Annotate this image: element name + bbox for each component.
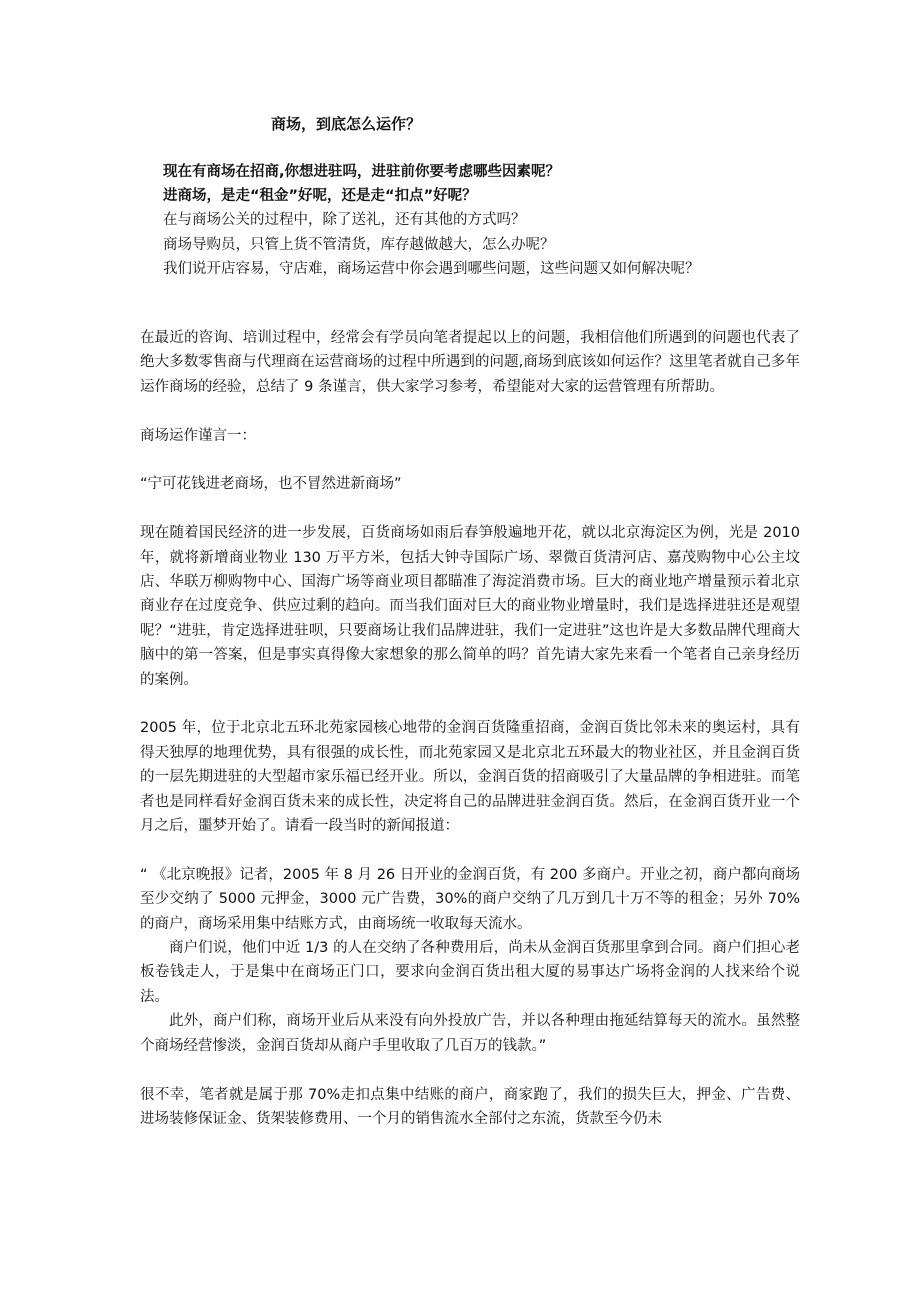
paragraph-conclusion: 很不幸，笔者就是属于那 70%走扣点集中结账的商户，商家跑了，我们的损失巨大，押金、广告费、进场装修保证金、货架装修费用、一个月的销售流水全部付之东流，货款至今仍未 xyxy=(140,1086,800,1127)
intro-question-5: 我们说开店容易，守店难，商场运营中你会遇到哪些问题，这些问题又如何解决呢？ xyxy=(163,260,700,277)
article-body xyxy=(140,326,800,1156)
paragraph-market: 现在随着国民经济的进一步发展，百货商场如雨后春笋般遍地开花，就以北京海淀区为例，光是 2010 年，就将新增商业物业 130 万平方米，包括大钟寺国际广场、翠微百货清河店、嘉茂购物中心公主坟店、华联万柳购物中心、国海广场等商业项目都瞄准了海淀消费市场。巨大的商业地产增量预示着北京商业存在过度竞争、供应过剩的趋向。而当我们面对巨大的商业物业增量时，我们是选择进驻还是观望呢？“进驻，肯定选择进驻呗，只要商场让我们品牌进驻，我们一定进驻”这也许是大多数品牌代理商大脑中的第一答案，但是事实真得像大家想象的那么简单的吗？首先请大家先来看一个笔者自己亲身经历的案例。 xyxy=(140,525,800,688)
paragraph-intro: 在最近的咨询、培训过程中，经常会有学员向笔者提起以上的问题，我相信他们所遇到的问题也代表了绝大多数零售商与代理商在运营商场的过程中所遇到的问题,商场到底该如何运作？这里笔者就自己多年运作商场的经验，总结了 9 条谨言，供大家学习参考，希望能对大家的运营管理有所帮助。 xyxy=(140,330,800,395)
news-quote-paragraph-3: 此外，商户们称，商场开业后从来没有向外投放广告，并以各种理由拖延结算每天的流水。虽然整个商场经营惨淡，金润百货却从商户手里收取了几百万的钱款。” xyxy=(140,1013,800,1054)
intro-questions xyxy=(163,160,783,281)
section-heading: 商场运作谨言一： xyxy=(140,427,256,444)
intro-question-2: 进商场，是走“租金”好呢，还是走“扣点”好呢？ xyxy=(163,188,477,205)
intro-question-4: 商场导购员，只管上货不管清货，库存越做越大，怎么办呢？ xyxy=(163,236,555,253)
news-quote-paragraph-1: “ 《北京晚报》记者，2005 年 8 月 26 日开业的金润百货，有 200 多商户。开业之初，商户都向商场至少交纳了 5000 元押金，3000 元广告费，30%的商户交纳了几万到几十万不等的租金；另外 70%的商户，商场采用集中结账方式，由商场统一收取每天流水。 xyxy=(140,866,800,932)
news-quote-paragraph-2: 商户们说，他们中近 1/3 的人在交纳了各种费用后，尚未从金润百货那里拿到合同。商户们担心老板卷钱走人，于是集中在商场正门口，要求向金润百货出租大厦的易事达广场将金润的人找来给个说法。 xyxy=(140,940,800,1005)
intro-question-3: 在与商场公关的过程中，除了送礼，还有其他的方式吗？ xyxy=(163,212,526,229)
intro-question-1: 现在有商场在招商,你想进驻吗，进驻前你要考虑哪些因素呢？ xyxy=(163,164,561,180)
document-title: 商场，到底怎么运作？ xyxy=(271,115,422,133)
section-motto: “宁可花钱进老商场，也不冒然进新商场” xyxy=(140,476,402,493)
paragraph-case: 2005 年，位于北京北五环北苑家园核心地带的金润百货隆重招商，金润百货比邻未来的奥运村，具有得天独厚的地理优势，具有很强的成长性，而北苑家园又是北京北五环最大的物业社区，并且金润百货的一层先期进驻的大型超市家乐福已经开业。所以，金润百货的招商吸引了大量品牌的争相进驻。而笔者也是同样看好金润百货未来的成长性，决定将自己的品牌进驻金润百货。然后，在金润百货开业一个月之后，噩梦开始了。请看一段当时的新闻报道： xyxy=(140,720,800,835)
